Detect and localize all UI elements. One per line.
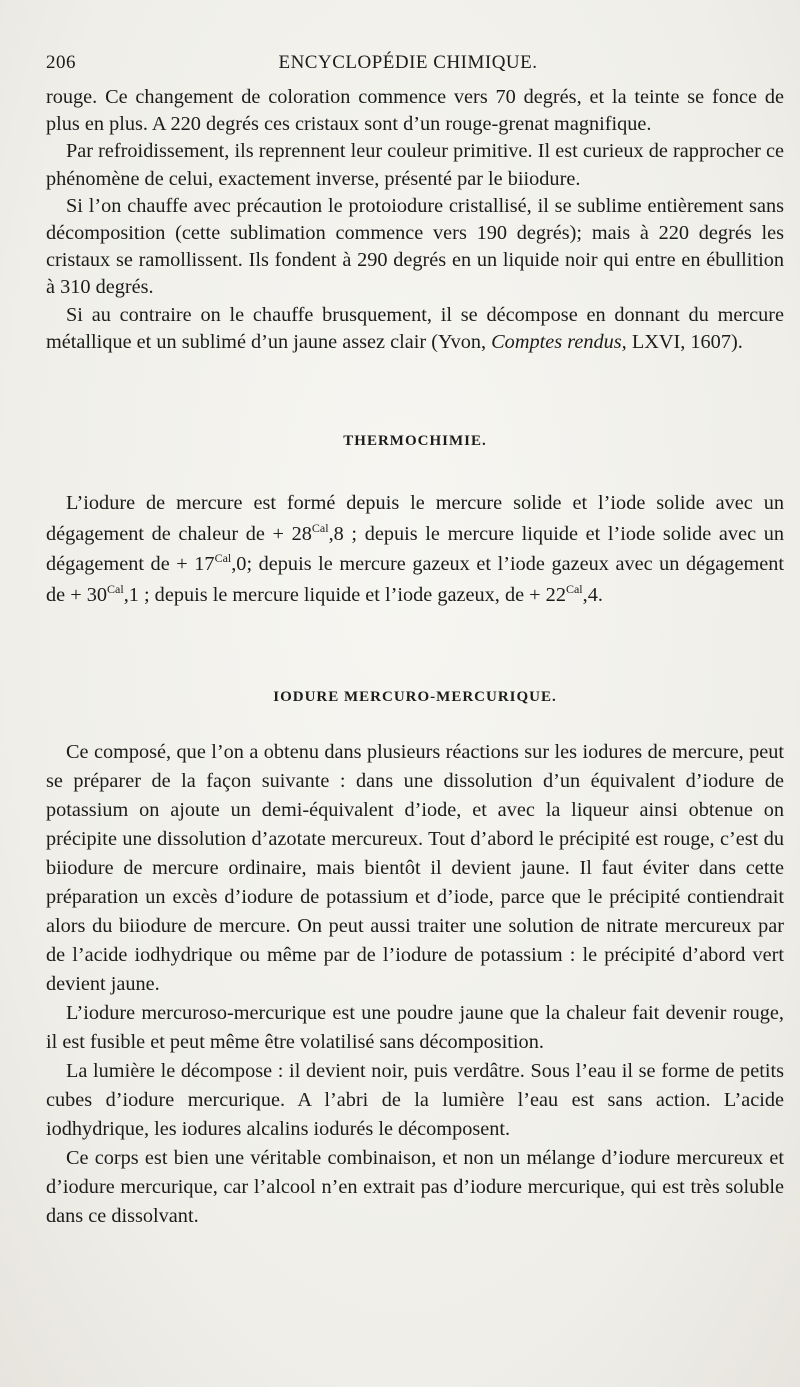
- paragraph-preparation: Ce composé, que l’on a obtenu dans plusieurs réactions sur les iodures de mercure, peut se préparer de la façon suivante : dans une dissolution d’un équivalent d’iodure de potassium on ajoute un demi-équivalent d’iode, et avec la liqueur ainsi obtenue on précipite une dissolution d’azotate mercureux. Tout d’abord le précipité est rouge, c’est du biiodure de mercure ordinaire, mais bientôt il devient jaune. Il faut éviter dans cette préparation un excès d’iodure de potassium et d’iode, parce que le précipité contiendrait alors du biiodure de mercure. On peut aussi traiter une solution de nitrate mercureux par de l’acide iodhydrique ou même par de l’iodure de potassium : le précipité d’abord vert devient jaune.: [46, 741, 784, 996]
- heading-thermochimie: THERMOCHIMIE.: [343, 433, 487, 450]
- paragraph-lumiere: La lumière le décompose : il devient noir, puis verdâtre. Sous l’eau il se forme de petits cubes d’iodure mercurique. A l’abri de la lumière l’eau est sans action. L’acide iodhydrique, les iodures alcalins iodurés le décomposent.: [46, 1060, 784, 1141]
- paragraph-proprietes: L’iodure mercuroso-mercurique est une poudre jaune que la chaleur fait devenir rouge, il est fusible et peut même être volatilisé sans décomposition.: [46, 1002, 784, 1054]
- thermo-text-2: ,8 ; depuis le mercure liquide et l’iode solide avec un dégagement de + 17: [46, 522, 785, 576]
- paragraph-thermochimie: [46, 488, 784, 610]
- thermo-text-3: ,0; depuis le mercure gazeux et l’iode gazeux avec un dégagement de + 30: [46, 553, 784, 606]
- decomposition-text: Si au contraire on le chauffe brusquement, il se décompose en donnant du mercure métallique et un sublimé d’un jaune assez clair (Yvon,: [46, 303, 784, 353]
- unit-cal-1: Cal: [311, 520, 329, 535]
- page-number: 206: [46, 52, 76, 73]
- thermo-text-5: ,4.: [582, 583, 603, 606]
- unit-cal-3: Cal: [107, 581, 124, 596]
- unit-cal-2: Cal: [214, 551, 232, 566]
- paragraph-refroidissement: Par refroidissement, ils reprennent leur couleur primitive. Il est curieux de rapprocher ce phénomène de celui, exactement inverse, présenté par le biiodure.: [46, 140, 784, 190]
- paragraph-sublimation: Si l’on chauffe avec précaution le protoiodure cristallisé, il se sublime entièrement sans décomposition (cette sublimation commence vers 190 degrés); mais à 220 degrés les cristaux se ramollissent. Ils fondent à 290 degrés en un liquide noir qui entre en ébullition à 310 degrés.: [46, 194, 784, 299]
- journal-reference: LXVI, 1607).: [626, 330, 743, 353]
- page-header: [46, 52, 770, 82]
- unit-cal-4: Cal: [565, 581, 583, 596]
- heading-iodure-mercuro-mercurique: IODURE MERCURO-MERCURIQUE.: [273, 689, 557, 706]
- paragraph-combinaison: Ce corps est bien une véritable combinaison, et non un mélange d’iodure mercureux et d’iodure mercurique, car l’alcool n’en extrait pas d’iodure mercurique, qui est très soluble dans ce dissolvant.: [46, 1147, 784, 1228]
- paragraph-coloration: rouge. Ce changement de coloration commence vers 70 degrés, et la teinte se fonce de plus en plus. A 220 degrés ces cristaux sont d’un rouge-grenat magnifique.: [46, 86, 784, 136]
- thermo-text-1: L’iodure de mercure est formé depuis le mercure solide et l’iode solide avec un dégagement de chaleur de + 28: [46, 492, 784, 545]
- journal-title: Comptes rendus,: [491, 330, 627, 353]
- running-title: ENCYCLOPÉDIE CHIMIQUE.: [278, 52, 538, 73]
- body-text: [46, 84, 784, 1231]
- thermo-text-4: ,1 ; depuis le mercure liquide et l’iode gazeux, de + 22: [123, 583, 566, 606]
- paragraph-decomposition: [46, 302, 784, 356]
